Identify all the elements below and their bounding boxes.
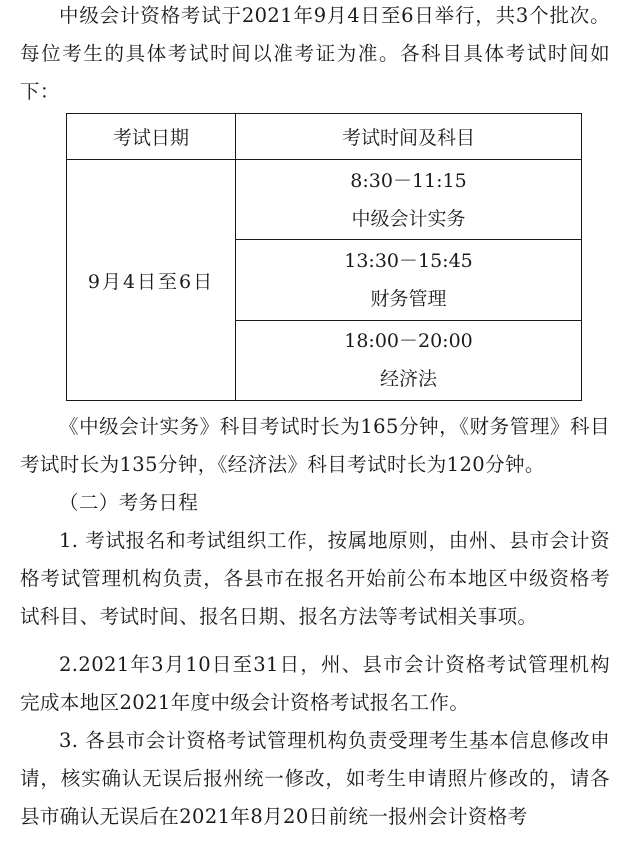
section-heading: （二）考务日程 — [59, 491, 199, 514]
header-exam-time-subject: 考试时间及科目 — [236, 114, 582, 160]
table-header-row — [67, 114, 582, 160]
slot-time: 8:30－11:15 — [350, 169, 467, 192]
item-1-paragraph: 1. 考试报名和考试组织工作，按属地原则，由州、县市会计资格考试管理机构负责，各县市在报名开始前公布本地区中级资格考试科目、考试时间、报名日期、报名方法等考试相关事项。 — [20, 529, 610, 628]
item-3-paragraph: 3. 各县市会计资格考试管理机构负责受理考生基本信息修改申请，核实确认无误后报州统一修改，如考生申请照片修改的，请各县市确认无误后在2021年8月20日前统一报州会计资格考 — [20, 729, 610, 828]
slot-cell-2 — [236, 240, 582, 320]
durations-paragraph: 《中级会计实务》科目考试时长为165分钟，《财务管理》科目考试时长为135分钟，《经济法》科目考试时长为120分钟。 — [20, 415, 610, 476]
slot-cell-3 — [236, 320, 582, 400]
slot-subject: 经济法 — [379, 368, 437, 391]
exam-date-cell: 9月4日至6日 — [67, 160, 236, 401]
intro-paragraph: 中级会计资格考试于2021年9月4日至6日举行，共3个批次。每位考生的具体考试时间以准考证为准。各科目具体考试时间如下： — [20, 4, 610, 103]
header-exam-date: 考试日期 — [67, 114, 236, 160]
slot-subject: 财务管理 — [370, 287, 447, 310]
exam-schedule-table — [66, 113, 582, 401]
slot-time: 13:30－15:45 — [344, 249, 473, 272]
slot-subject: 中级会计实务 — [351, 207, 466, 230]
slot-cell-1 — [236, 160, 582, 240]
table-row — [67, 160, 582, 240]
slot-time: 18:00－20:00 — [344, 330, 473, 353]
item-2-paragraph: 2.2021年3月10日至31日，州、县市会计资格考试管理机构完成本地区2021年度中级会计资格考试报名工作。 — [20, 653, 610, 714]
